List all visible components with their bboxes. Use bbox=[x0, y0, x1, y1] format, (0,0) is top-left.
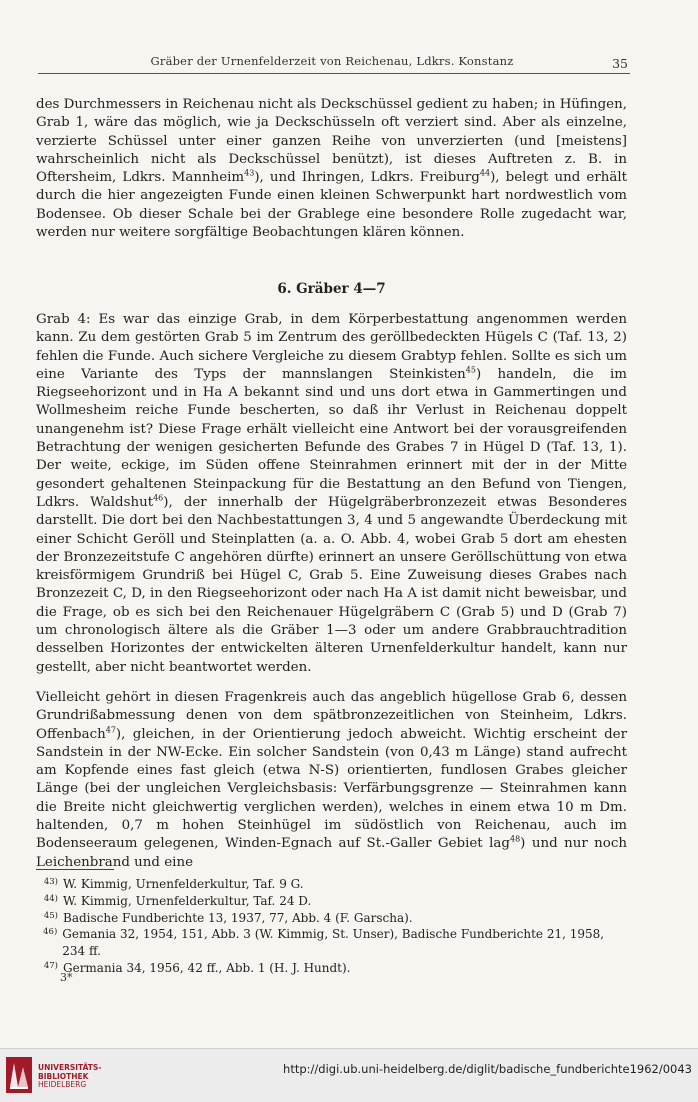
library-logo-text: UNIVERSITÄTS- BIBLIOTHEK HEIDELBERG bbox=[38, 1063, 102, 1089]
footnote-ref-48: 48 bbox=[509, 834, 521, 844]
signature-mark: 3* bbox=[60, 971, 73, 984]
footnote-ref-46: 46 bbox=[153, 493, 164, 503]
footnote-ref-47: 47 bbox=[105, 725, 116, 735]
footnote-44: 44) W. Kimmig, Urnenfelderkultur, Taf. 24 D. bbox=[43, 893, 312, 908]
footnote-43: 43) W. Kimmig, Urnenfelderkultur, Taf. 9 G. bbox=[43, 877, 304, 891]
footnote-ref-44: 44 bbox=[479, 168, 491, 178]
running-title: Gräber der Urnenfelderzeit von Reichenau, Ldkrs. Konstanz bbox=[150, 54, 514, 68]
footnote-ref-45: 45 bbox=[465, 365, 476, 375]
page-number: 35 bbox=[612, 56, 628, 71]
paragraph-1: des Durchmessers in Reichenau nicht als Deckschüssel gedient zu haben; in Hüfingen, Grab 1, wäre das möglich, wie ja Deckschüsseln oft verziert sind. Aber als einzelne, verzierte Schüssel unter einer ganzen Reihe von unverzierten (und [meistens] wahrscheinlich nicht als Deckschüssel benützt), ist dieses Auftreten z. B. in Oftersheim, Ldkrs. Mannheim$^{43}$), und Ihringen, Ldkrs. Freiburg$^{44}$), belegt und erhält durch die hier angezeigten Funde einen kleinen Schwerpunkt hart nordwestlich vom Bodensee. Ob dieser Schale bei der Grablege eine besondere Rolle zugedacht war, werden nur weitere sorgfältige Beobachtungen klären können. bbox=[36, 97, 628, 241]
footnotes bbox=[36, 876, 627, 977]
library-logo-icon[interactable] bbox=[6, 1057, 32, 1093]
footnote-47: 47) Germania 34, 1956, 42 ff., Abb. 1 (H. J. Hundt). bbox=[43, 960, 351, 975]
footnote-ref-43: 43 bbox=[244, 168, 255, 178]
paragraph-2: Grab 4: Es war das einzige Grab, in dem Körperbestattung angenommen werden kann. Zu dem gestörten Grab 5 im Zentrum des geröllbedeckten Hügels C (Taf. 13, 2) fehlen die Funde. Auch sichere Vergleiche zu diesem Grabtyp fehlen. Sollte es sich um eine Variante des Typs der mannslangen Steinkisten$^{45}$) handeln, die im Riegseehorizont und in Ha A bekannt sind und uns dort etwa in Gammertingen und Wollmesheim reiche Funde bescherten, so daß ihr Verlust in Reichenau doppelt unangenehm ist? Diese Frage erhält vielleicht eine Antwort bei der vorausgreifenden Betrachtung der wenigen gesicherten Befunde des Grabes 7 in Hügel D (Taf. 13, 1). Der weite, eckige, im Süden offene Steinrahmen erinnert mit der in der Mitte gesondert gehaltenen Steinpackung für die Bestattung an den Befund von Tiengen, Ldkrs. Waldshut$^{46}$), der innerhalb der Hügelgräberbronzezeit etwas Besonderes darstellt. Die dort bei den Nachbestattungen 3, 4 und 5 angewandte Überdeckung mit einer Schicht Geröll und Steinplatten (a. a. O. Abb. 4, wobei Grab 5 dort am ehesten der Bronzezeitstufe C angehören dürfte) erinnert an unsere Geröllschüttung von etwa kreisförmigem Grundriß bei Hügel C, Grab 5. Eine Zuweisung dieses Grabes nach Bronzezeit C, D, in den Riegseehorizont oder nach Ha A ist damit nicht beweisbar, und die Frage, ob es sich bei den Reichenauer Hügelgräbern C (Grab 5) und D (Grab 7) um chronologisch ältere als die Gräber 1—3 oder um andere Grabbrauchtradition desselben Horizontes der entwickelten älteren Urnenfelderkultur handelt, kann nur gestellt, aber nicht beantwortet werden. bbox=[36, 312, 627, 675]
header-rule bbox=[38, 73, 630, 74]
viewer-footer bbox=[0, 1048, 698, 1102]
source-url-link[interactable]: http://digi.ub.uni-heidelberg.de/diglit/badische_fundberichte1962/0043 bbox=[283, 1062, 692, 1076]
footnote-46: 46) Gemania 32, 1954, 151, Abb. 3 (W. Kimmig, St. Unser), Badische Fundberichte 21, 1958, 234 ff. bbox=[43, 927, 605, 959]
footnote-45: 45) Badische Fundberichte 13, 1937, 77, Abb. 4 (F. Garscha). bbox=[43, 910, 413, 925]
section-heading: 6. Gräber 4—7 bbox=[277, 281, 386, 297]
footnote-rule bbox=[36, 869, 114, 870]
paragraph-3: Vielleicht gehört in diesen Fragenkreis auch das angeblich hügellose Grab 6, dessen Grundrißabmessung denen von dem spätbronzezeitlichen von Steinheim, Ldkrs. Offenbach$^{47}$), gleichen, in der Orientierung jedoch abweicht. Wichtig erscheint der Sandstein in der NW-Ecke. Ein solcher Sandstein (von 0,43 m Länge) stand aufrecht am Kopfende eines fast gleich (etwa N-S) orientierten, fundlosen Grabes gleicher Länge (bei der ungleichen Vergleichsbasis: Verfärbungsgrenze — Steinrahmen kann die Breite nicht gleichwertig verglichen werden), welches in einem etwa 10 m Dm. haltenden, 0,7 m hohen Steinhügel im südöstlich von Reichenau, auch im Bodenseeraum gelegenen, Winden-Egnach auf St.-Galler Gebiet lag$^{48}$) und nur noch Leichenbrand und eine bbox=[36, 690, 627, 870]
